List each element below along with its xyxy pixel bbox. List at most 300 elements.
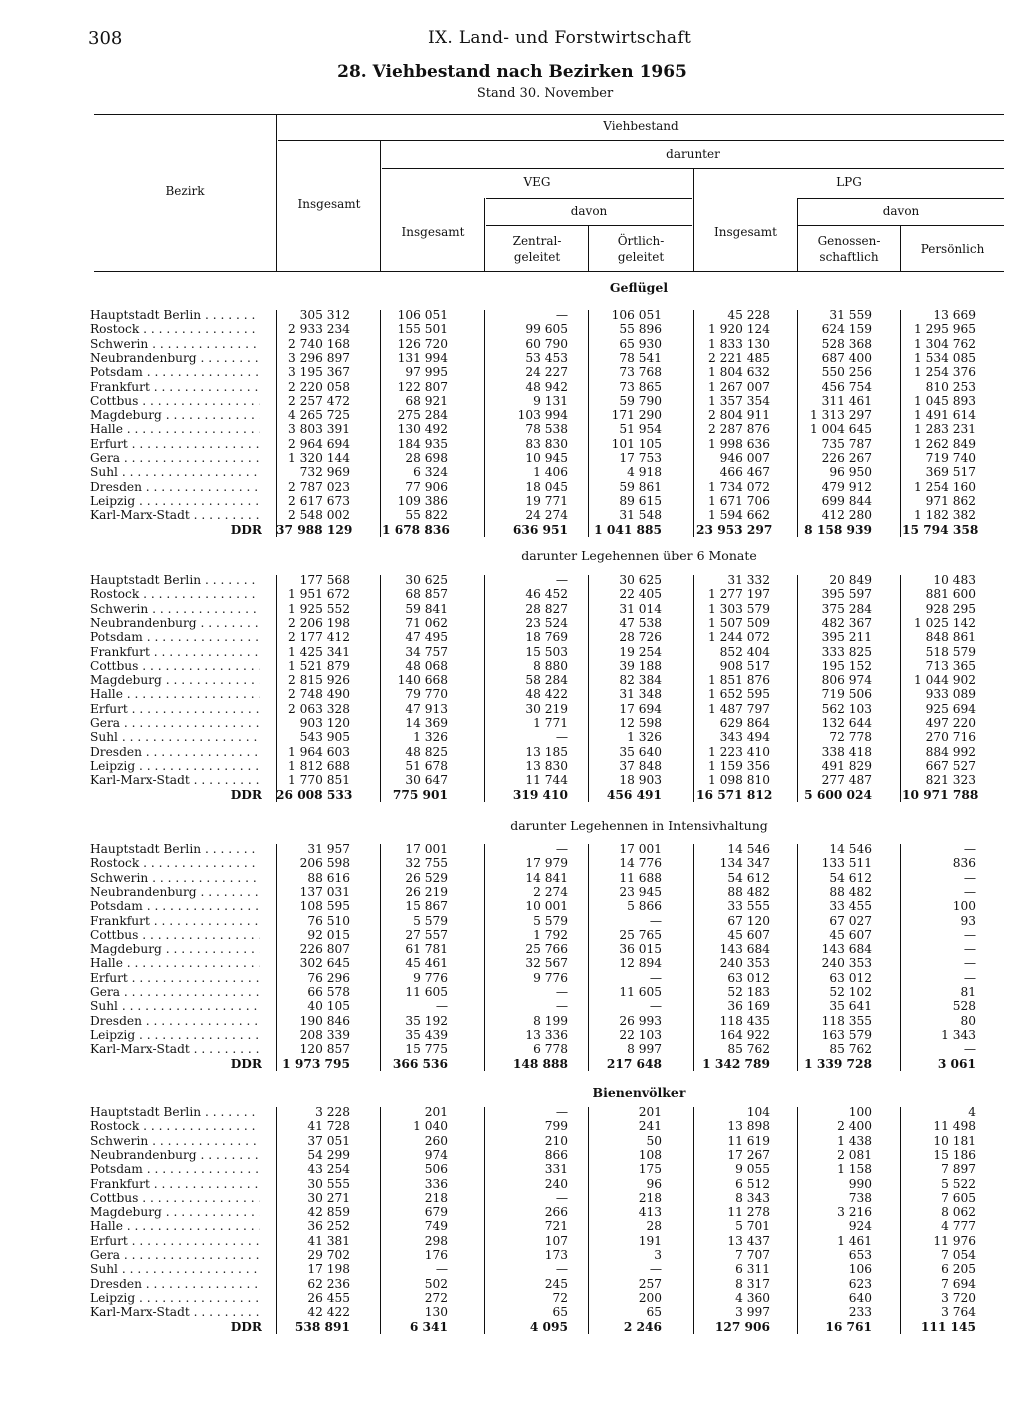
cell-value: 109 386 — [397, 493, 448, 508]
cell-value: 1 303 579 — [707, 601, 770, 616]
cell-value: 35 439 — [405, 1027, 448, 1042]
cell-value: 37 848 — [619, 758, 662, 773]
table-row — [0, 1205, 1024, 1219]
cell-value: 369 517 — [925, 465, 976, 480]
table-row — [0, 716, 1024, 730]
cell-value: 456 754 — [821, 379, 872, 394]
cell-value: 1 041 885 — [594, 522, 662, 537]
cell-value: 799 — [544, 1119, 568, 1134]
bezirk-name: Gera . . . — [90, 1248, 260, 1262]
cell-value: 2 548 002 — [287, 508, 350, 523]
table-header — [0, 0, 1024, 280]
cell-value: 3 061 — [937, 1056, 976, 1071]
cell-value: 1 678 836 — [382, 522, 450, 537]
cell-value: 47 913 — [405, 701, 448, 716]
table-row — [0, 602, 1024, 616]
table-row — [0, 573, 1024, 587]
cell-value: 54 299 — [307, 1147, 350, 1162]
bezirk-name: Halle . . . — [90, 956, 260, 970]
cell-value: 16 761 — [825, 1319, 872, 1334]
cell-value: 42 859 — [307, 1205, 350, 1220]
cell-value: 2 400 — [837, 1119, 872, 1134]
table-row — [0, 1262, 1024, 1276]
cell-value: 3 228 — [315, 1105, 350, 1119]
table-row — [0, 999, 1024, 1013]
cell-value: 39 188 — [619, 658, 662, 673]
cell-value: 866 — [544, 1147, 568, 1162]
cell-value: 1 357 354 — [707, 393, 770, 408]
table-row — [0, 773, 1024, 787]
bezirk-name: Karl-Marx-Stadt . . . — [90, 1305, 260, 1319]
cell-value: 4 777 — [941, 1219, 976, 1234]
cell-value: 48 422 — [525, 687, 568, 702]
cell-value: 111 145 — [920, 1319, 976, 1334]
cell-value: 88 482 — [829, 884, 872, 899]
cell-value: 89 615 — [619, 493, 662, 508]
cell-value: 7 897 — [941, 1162, 976, 1177]
cell-value: 10 001 — [525, 899, 568, 914]
cell-value: 338 418 — [821, 744, 872, 759]
table-row — [0, 380, 1024, 394]
cell-value: 6 512 — [735, 1176, 770, 1191]
cell-value: 4 095 — [529, 1319, 568, 1334]
cell-value: 42 422 — [307, 1305, 350, 1320]
bezirk-name: Karl-Marx-Stadt . . . — [90, 508, 260, 522]
table-row — [0, 956, 1024, 970]
bezirk-name: Potsdam . . . — [90, 365, 260, 379]
cell-value: 1 438 — [837, 1133, 872, 1148]
cell-value: 1 267 007 — [707, 379, 770, 394]
cell-value: 46 452 — [525, 587, 568, 602]
cell-value: 3 296 897 — [287, 350, 350, 365]
cell-value: 946 007 — [719, 451, 770, 465]
cell-value: 903 120 — [299, 716, 350, 730]
cell-value: 884 992 — [925, 744, 976, 759]
cell-value: 11 605 — [619, 985, 662, 999]
cell-value: 11 498 — [933, 1119, 976, 1134]
cell-value: 97 995 — [405, 365, 448, 380]
cell-value: 41 381 — [307, 1233, 350, 1248]
bezirk-name: Magdeburg . . . — [90, 673, 260, 687]
bezirk-name: Erfurt . . . — [90, 437, 260, 451]
cell-value: 1 339 728 — [804, 1056, 872, 1071]
cell-value: 1 951 672 — [287, 587, 350, 602]
cell-value: 240 353 — [719, 956, 770, 971]
table-row — [0, 673, 1024, 687]
bezirk-name: Hauptstadt Berlin . . . — [90, 1105, 260, 1119]
cell-value: 30 271 — [307, 1190, 350, 1205]
cell-value: 528 368 — [821, 336, 872, 351]
cell-value: 636 951 — [512, 522, 568, 537]
cell-value: 14 841 — [525, 870, 568, 885]
cell-value: 17 979 — [525, 856, 568, 871]
cell-value: 9 776 — [413, 970, 448, 985]
cell-value: 45 461 — [405, 956, 448, 971]
cell-value: 9 055 — [735, 1162, 770, 1177]
cell-value: 72 — [552, 1290, 568, 1305]
cell-value: 68 921 — [405, 393, 448, 408]
cell-value: 2 063 328 — [287, 701, 350, 716]
cell-value: 140 668 — [397, 673, 448, 688]
cell-value: 26 993 — [619, 1013, 662, 1028]
cell-value: 270 716 — [925, 730, 976, 745]
cell-value: 240 — [544, 1176, 568, 1191]
cell-value: 491 829 — [821, 758, 872, 773]
cell-value: 395 597 — [821, 587, 872, 602]
cell-value: 55 896 — [619, 322, 662, 337]
cell-value: 23 524 — [525, 615, 568, 630]
cell-value: 14 369 — [405, 716, 448, 730]
bezirk-name: Hauptstadt Berlin . . . — [90, 842, 260, 856]
cell-value: 687 400 — [821, 350, 872, 365]
section-title: darunter Legehennen in Intensivhaltung — [510, 818, 768, 833]
table-row — [0, 1219, 1024, 1233]
cell-value: 5 579 — [413, 913, 448, 928]
bezirk-name: Dresden . . . — [90, 1014, 260, 1028]
table-row — [0, 985, 1024, 999]
table-row — [0, 1234, 1024, 1248]
cell-value: 928 295 — [925, 601, 976, 616]
bezirk-name: Dresden . . . — [90, 480, 260, 494]
cell-value: 85 762 — [829, 1042, 872, 1057]
cell-value: 108 595 — [299, 899, 350, 914]
header-persoenlich: Persönlich — [920, 242, 985, 256]
cell-value: 1 295 965 — [913, 322, 976, 337]
cell-value: 4 — [968, 1105, 976, 1119]
cell-value: 19 771 — [525, 493, 568, 508]
cell-value: — — [649, 913, 662, 928]
cell-value: 971 862 — [925, 493, 976, 508]
table-row — [0, 465, 1024, 479]
cell-value: 37 051 — [307, 1133, 350, 1148]
cell-value: 79 770 — [405, 687, 448, 702]
cell-value: 126 720 — [397, 336, 448, 351]
header-veg-davon: davon — [570, 204, 608, 218]
cell-value: 848 861 — [925, 630, 976, 645]
cell-value: 7 694 — [941, 1276, 976, 1291]
cell-value: 775 901 — [392, 787, 448, 802]
cell-value: 6 324 — [413, 465, 448, 480]
cell-value: 83 830 — [525, 436, 568, 451]
table-row — [0, 702, 1024, 716]
cell-value: 11 605 — [405, 985, 448, 999]
cell-value: 54 612 — [727, 870, 770, 885]
cell-value: 54 612 — [829, 870, 872, 885]
header-oertlich: Örtlich- geleitet — [617, 234, 665, 264]
cell-value: — — [963, 956, 976, 971]
cell-value: 2 815 926 — [287, 673, 350, 688]
table-row — [0, 451, 1024, 465]
cell-value: 3 997 — [735, 1305, 770, 1320]
table-title: 28. Viehbestand nach Bezirken 1965 — [337, 62, 687, 82]
cell-value: 1 964 603 — [287, 744, 350, 759]
table-row — [0, 1277, 1024, 1291]
cell-value: 466 467 — [719, 465, 770, 480]
cell-value: 59 841 — [405, 601, 448, 616]
cell-value: 1 244 072 — [707, 630, 770, 645]
cell-value: 65 — [646, 1305, 662, 1320]
cell-value: 1 812 688 — [287, 758, 350, 773]
bezirk-name: Leipzig . . . — [90, 1291, 260, 1305]
cell-value: 67 120 — [727, 913, 770, 928]
bezirk-name: Schwerin . . . — [90, 602, 260, 616]
cell-value: 925 694 — [925, 701, 976, 716]
cell-value: 699 844 — [821, 493, 872, 508]
cell-value: 735 787 — [821, 436, 872, 451]
cell-value: 1 461 — [837, 1233, 872, 1248]
bezirk-name: Karl-Marx-Stadt . . . — [90, 1042, 260, 1056]
cell-value: — — [555, 1190, 568, 1205]
cell-value: — — [555, 999, 568, 1014]
bezirk-name: DDR — [230, 1319, 262, 1334]
cell-value: 2 787 023 — [287, 479, 350, 494]
cell-value: 1 158 — [837, 1162, 872, 1177]
cell-value: 8 317 — [735, 1276, 770, 1291]
cell-value: 240 353 — [821, 956, 872, 971]
cell-value: 191 — [638, 1233, 662, 1248]
cell-value: 497 220 — [925, 716, 976, 730]
bezirk-name: Magdeburg . . . — [90, 408, 260, 422]
cell-value: 107 — [544, 1233, 568, 1248]
cell-value: 11 688 — [619, 870, 662, 885]
cell-value: 518 579 — [925, 644, 976, 659]
cell-value: 6 778 — [533, 1042, 568, 1057]
cell-value: 25 765 — [619, 927, 662, 942]
cell-value: 66 578 — [307, 985, 350, 999]
cell-value: 298 — [424, 1233, 448, 1248]
table-row — [0, 1105, 1024, 1119]
cell-value: 65 930 — [619, 336, 662, 351]
cell-value: 48 825 — [405, 744, 448, 759]
bezirk-name: Leipzig . . . — [90, 1028, 260, 1042]
cell-value: 35 641 — [829, 999, 872, 1014]
cell-value: 4 265 725 — [287, 408, 350, 423]
cell-value: 974 — [424, 1147, 448, 1162]
cell-value: 15 775 — [405, 1042, 448, 1057]
table-row — [0, 394, 1024, 408]
cell-value: 17 001 — [619, 842, 662, 856]
cell-value: 23 953 297 — [696, 522, 773, 537]
table-row — [0, 587, 1024, 601]
cell-value: 3 803 391 — [287, 422, 350, 437]
cell-value: 11 976 — [933, 1233, 976, 1248]
cell-value: 34 757 — [405, 644, 448, 659]
cell-value: 143 684 — [821, 942, 872, 957]
cell-value: 36 015 — [619, 942, 662, 957]
bezirk-name: Potsdam . . . — [90, 899, 260, 913]
cell-value: 1 998 636 — [707, 436, 770, 451]
cell-value: 1 313 297 — [809, 408, 872, 423]
header-genossen: Genossen- schaftlich — [817, 234, 881, 264]
cell-value: 163 579 — [821, 1027, 872, 1042]
cell-value: 1 671 706 — [707, 493, 770, 508]
cell-value: 104 — [746, 1105, 770, 1119]
table-row — [0, 687, 1024, 701]
cell-value: 82 384 — [619, 673, 662, 688]
section-title: darunter Legehennen über 6 Monate — [521, 548, 757, 563]
table-row — [0, 942, 1024, 956]
cell-value: 17 753 — [619, 451, 662, 465]
cell-value: 482 367 — [821, 615, 872, 630]
cell-value: 48 068 — [405, 658, 448, 673]
cell-value: 9 776 — [533, 970, 568, 985]
cell-value: 36 169 — [727, 999, 770, 1014]
page-number: 308 — [88, 28, 123, 49]
cell-value: 78 541 — [619, 350, 662, 365]
cell-value: 719 740 — [925, 451, 976, 465]
cell-value: 2 748 490 — [287, 687, 350, 702]
cell-value: 10 483 — [933, 573, 976, 587]
bezirk-name: Frankfurt . . . — [90, 914, 260, 928]
table-row — [0, 1191, 1024, 1205]
cell-value: 31 332 — [727, 573, 770, 587]
bezirk-name: Leipzig . . . — [90, 759, 260, 773]
cell-value: 19 254 — [619, 644, 662, 659]
cell-value: 5 701 — [735, 1219, 770, 1234]
cell-value: 543 905 — [299, 730, 350, 745]
cell-value: 2 220 058 — [287, 379, 350, 394]
cell-value: 1 343 — [941, 1027, 976, 1042]
cell-value: 26 529 — [405, 870, 448, 885]
cell-value: — — [963, 842, 976, 856]
cell-value: 233 — [848, 1305, 872, 1320]
cell-value: 58 284 — [525, 673, 568, 688]
cell-value: 1 425 341 — [287, 644, 350, 659]
cell-value: 190 846 — [299, 1013, 350, 1028]
cell-value: 2 081 — [837, 1147, 872, 1162]
cell-value: 1 521 879 — [287, 658, 350, 673]
cell-value: 506 — [424, 1162, 448, 1177]
bezirk-name: Rostock . . . — [90, 856, 260, 870]
bezirk-name: Rostock . . . — [90, 587, 260, 601]
cell-value: — — [963, 884, 976, 899]
cell-value: 8 343 — [735, 1190, 770, 1205]
cell-value: 28 726 — [619, 630, 662, 645]
cell-value: 106 051 — [397, 308, 448, 322]
cell-value: 1 159 356 — [707, 758, 770, 773]
bezirk-name: Magdeburg . . . — [90, 1205, 260, 1219]
bezirk-name: Erfurt . . . — [90, 1234, 260, 1248]
bezirk-name: Suhl . . . — [90, 999, 260, 1013]
cell-value: 9 131 — [533, 393, 568, 408]
cell-value: 13 830 — [525, 758, 568, 773]
cell-value: 25 766 — [525, 942, 568, 957]
cell-value: 73 865 — [619, 379, 662, 394]
cell-value: 31 957 — [307, 842, 350, 856]
table-row — [0, 971, 1024, 985]
cell-value: 22 405 — [619, 587, 662, 602]
cell-value: 59 861 — [619, 479, 662, 494]
cell-value: 177 568 — [299, 573, 350, 587]
cell-value: 36 252 — [307, 1219, 350, 1234]
cell-value: 412 280 — [821, 508, 872, 523]
cell-value: 5 522 — [941, 1176, 976, 1191]
cell-value: 43 254 — [307, 1162, 350, 1177]
cell-value: 1 342 789 — [702, 1056, 770, 1071]
cell-value: 1 491 614 — [913, 408, 976, 423]
cell-value: 80 — [960, 1013, 976, 1028]
table-row — [0, 1162, 1024, 1176]
table-row — [0, 1291, 1024, 1305]
table-row — [0, 856, 1024, 870]
cell-value: 624 159 — [821, 322, 872, 337]
cell-value: 12 894 — [619, 956, 662, 971]
bezirk-name: Magdeburg . . . — [90, 942, 260, 956]
cell-value: 175 — [638, 1162, 662, 1177]
cell-value: 164 922 — [719, 1027, 770, 1042]
cell-value: 257 — [638, 1276, 662, 1291]
cell-value: 134 347 — [719, 856, 770, 871]
cell-value: — — [555, 308, 568, 322]
cell-value: 2 257 472 — [287, 393, 350, 408]
cell-value: 24 227 — [525, 365, 568, 380]
cell-value: 266 — [544, 1205, 568, 1220]
cell-value: 4 360 — [735, 1290, 770, 1305]
cell-value: 17 001 — [405, 842, 448, 856]
bezirk-name: Gera . . . — [90, 451, 260, 465]
cell-value: 67 027 — [829, 913, 872, 928]
cell-value: 14 776 — [619, 856, 662, 871]
cell-value: 1 320 144 — [287, 451, 350, 465]
cell-value: 395 211 — [821, 630, 872, 645]
bezirk-name: Halle . . . — [90, 1219, 260, 1233]
cell-value: 173 — [544, 1248, 568, 1262]
cell-value: 2 740 168 — [287, 336, 350, 351]
cell-value: 7 605 — [941, 1190, 976, 1205]
cell-value: — — [649, 999, 662, 1014]
cell-value: 2 617 673 — [287, 493, 350, 508]
table-row — [0, 351, 1024, 365]
cell-value: 7 054 — [941, 1248, 976, 1262]
cell-value: 1 487 797 — [707, 701, 770, 716]
cell-value: 1 406 — [533, 465, 568, 480]
cell-value: 5 579 — [533, 913, 568, 928]
cell-value: 51 954 — [619, 422, 662, 437]
header-lpg: LPG — [836, 175, 862, 189]
cell-value: 456 491 — [606, 787, 662, 802]
cell-value: 100 — [952, 899, 976, 914]
cell-value: 226 807 — [299, 942, 350, 957]
bezirk-name: Hauptstadt Berlin . . . — [90, 573, 260, 587]
cell-value: 133 511 — [821, 856, 872, 871]
cell-value: 15 867 — [405, 899, 448, 914]
cell-value: 17 198 — [307, 1262, 350, 1277]
cell-value: 40 105 — [307, 999, 350, 1014]
cell-value: 130 492 — [397, 422, 448, 437]
cell-value: 88 616 — [307, 870, 350, 885]
cell-value: 30 625 — [619, 573, 662, 587]
cell-value: 1 326 — [627, 730, 662, 745]
cell-value: 100 — [848, 1105, 872, 1119]
bezirk-name: Neubrandenburg . . . — [90, 1148, 260, 1162]
cell-value: — — [649, 970, 662, 985]
bezirk-name: Dresden . . . — [90, 745, 260, 759]
cell-value: 184 935 — [397, 436, 448, 451]
cell-value: 245 — [544, 1276, 568, 1291]
cell-value: — — [555, 985, 568, 999]
cell-value: 924 — [848, 1219, 872, 1234]
bezirk-name: Erfurt . . . — [90, 971, 260, 985]
cell-value: 1 792 — [533, 927, 568, 942]
table-row — [0, 365, 1024, 379]
cell-value: 2 177 412 — [287, 630, 350, 645]
table-row — [0, 408, 1024, 422]
bezirk-name: DDR — [230, 787, 262, 802]
cell-value: 27 557 — [405, 927, 448, 942]
section-title: Geflügel — [609, 280, 669, 295]
cell-value: 749 — [424, 1219, 448, 1234]
table-row — [0, 1177, 1024, 1191]
